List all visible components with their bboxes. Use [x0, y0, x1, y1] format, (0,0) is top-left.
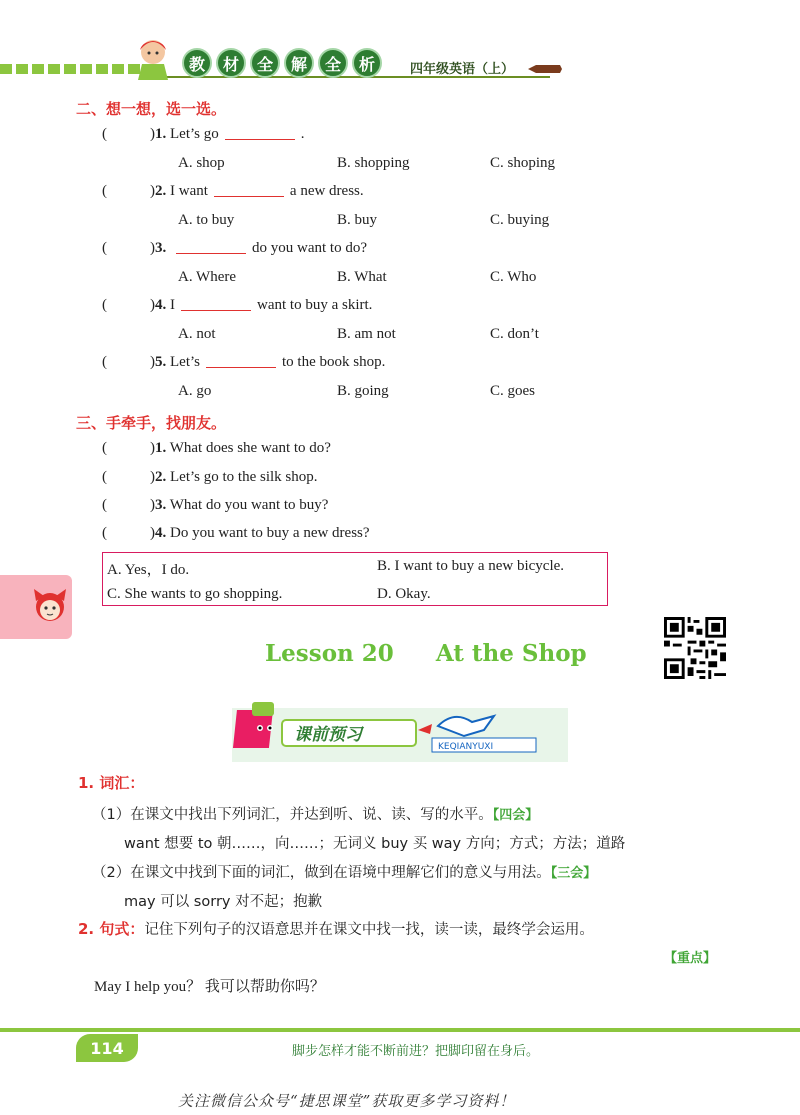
- question-number: 1.: [155, 440, 167, 456]
- page-header: [0, 0, 800, 90]
- question-row: ( )1. Let’s go .: [102, 126, 305, 142]
- preview-banner: [232, 700, 568, 766]
- key-point-tag: 【重点】: [664, 951, 717, 966]
- vocab-item-text: （1）在课文中找出下列词汇，并达到听、说、读、写的水平。: [92, 807, 493, 823]
- vocab-item-text: （2）在课文中找到下面的词汇，做到在语境中理解它们的意义与用法。: [92, 865, 551, 881]
- match-question-row: ( )3. What do you want to buy?: [102, 497, 329, 513]
- qr-code-icon[interactable]: [664, 617, 726, 679]
- answer-option: A. Yes，I do.: [107, 562, 190, 578]
- question-row: ( )4. I want to buy a skirt.: [102, 297, 373, 313]
- title-char: 全: [250, 48, 280, 78]
- lesson-number: Lesson 20: [265, 640, 394, 667]
- question-number: 5.: [155, 354, 167, 370]
- option: A. not: [178, 326, 216, 342]
- question-text: I want: [170, 183, 208, 199]
- option: C. Who: [490, 269, 537, 285]
- option: B. buy: [337, 212, 378, 228]
- question-number: 3.: [155, 497, 167, 513]
- example-sentence: May I help you？ 我可以帮助你吗？: [94, 979, 325, 995]
- question-text: want to buy a skirt.: [257, 297, 373, 313]
- option: B. shopping: [337, 155, 410, 171]
- question-row: ( )3. do you want to do?: [102, 240, 367, 256]
- answer-blank[interactable]: [214, 183, 284, 197]
- answer-blank[interactable]: [181, 297, 251, 311]
- match-question-row: ( )2. Let’s go to the silk shop.: [102, 469, 318, 485]
- question-number: 2.: [155, 469, 167, 485]
- option: C. buying: [490, 212, 550, 228]
- banner-pinyin: KEQIANYUXI: [438, 742, 494, 752]
- question-row: ( )5. Let’s to the book shop.: [102, 354, 386, 370]
- title-char: 析: [352, 48, 382, 78]
- lesson-title: [265, 640, 587, 667]
- answer-option: B. I want to buy a new bicycle.: [377, 558, 565, 574]
- question-text: What do you want to buy?: [169, 497, 329, 513]
- option: A. Where: [178, 269, 237, 285]
- answer-option: D. Okay.: [377, 586, 431, 602]
- question-text: Let’s go to the silk shop.: [170, 469, 318, 485]
- question-text: to the book shop.: [282, 354, 386, 370]
- question-number: 2.: [155, 183, 167, 199]
- answer-blank[interactable]: [225, 126, 295, 140]
- pencil-icon: [528, 64, 562, 74]
- option: A. shop: [178, 155, 225, 171]
- question-text: Let’s: [170, 354, 200, 370]
- sentence-section: [78, 918, 594, 939]
- banner-title: 课前预习: [294, 725, 362, 745]
- watermark-text: 关注微信公众号“捷思课堂”获取更多学习资料！: [178, 1092, 516, 1110]
- option: C. shoping: [490, 155, 556, 171]
- question-text: a new dress.: [289, 183, 364, 199]
- question-number: 4.: [155, 297, 167, 313]
- match-question-row: ( )1. What does she want to do?: [102, 440, 331, 456]
- level-tag: 【四会】: [492, 808, 539, 823]
- page-number: 114: [76, 1034, 138, 1062]
- title-char: 教: [182, 48, 212, 78]
- option: C. goes: [490, 383, 535, 399]
- question-number: 3.: [155, 240, 167, 256]
- sentence-heading: 2. 句式：: [78, 920, 145, 938]
- question-text: .: [300, 126, 305, 142]
- title-char: 材: [216, 48, 246, 78]
- match-question-row: ( )4. Do you want to buy a new dress?: [102, 525, 370, 541]
- vocab-heading: 1. 词汇：: [78, 774, 145, 792]
- answer-blank[interactable]: [176, 240, 246, 254]
- option: A. to buy: [178, 212, 235, 228]
- answer-option: C. She wants to go shopping.: [107, 586, 283, 602]
- section-2-heading: 二、想一想，选一选。: [76, 100, 227, 118]
- side-tab: [0, 575, 72, 639]
- cat-face-icon: [30, 587, 70, 627]
- option: B. What: [337, 269, 387, 285]
- title-char: 全: [318, 48, 348, 78]
- question-text: Do you want to buy a new dress?: [170, 525, 370, 541]
- vocab-words-1: want 想要 to 朝……，向……；无词义 buy 买 way 方向；方式；方法；道路: [124, 836, 626, 852]
- vocab-words-2: may 可以 sorry 对不起；抱歉: [124, 894, 323, 910]
- lesson-name: At the Shop: [435, 640, 587, 667]
- question-text: do you want to do?: [252, 240, 367, 256]
- answer-blank[interactable]: [206, 354, 276, 368]
- sentence-instruction: 记住下列句子的汉语意思并在课文中找一找，读一读，最终学会运用。: [144, 922, 594, 938]
- option: B. am not: [337, 326, 396, 342]
- girl-mascot-icon: [128, 36, 178, 82]
- option: B. going: [337, 383, 389, 399]
- vocab-item-2: [92, 861, 596, 882]
- book-title: [182, 48, 382, 78]
- question-number: 1.: [155, 126, 167, 142]
- question-text: What does she want to do?: [169, 440, 331, 456]
- answer-box: [102, 552, 608, 606]
- title-char: 解: [284, 48, 314, 78]
- footer-motto: 脚步怎样才能不断前进？把脚印留在身后。: [292, 1044, 540, 1059]
- option: A. go: [178, 383, 212, 399]
- grade-label: 四年级英语（上）: [410, 62, 515, 77]
- question-text: Let’s go: [170, 126, 219, 142]
- section-3-heading: 三、手牵手，找朋友。: [76, 414, 227, 432]
- footer-line: [0, 1028, 800, 1032]
- option: C. don’t: [490, 326, 539, 342]
- vocab-item-1: [92, 803, 538, 824]
- question-number: 4.: [155, 525, 167, 541]
- question-text: I: [170, 297, 175, 313]
- question-row: ( )2. I want a new dress.: [102, 183, 364, 199]
- level-tag: 【三会】: [550, 866, 597, 881]
